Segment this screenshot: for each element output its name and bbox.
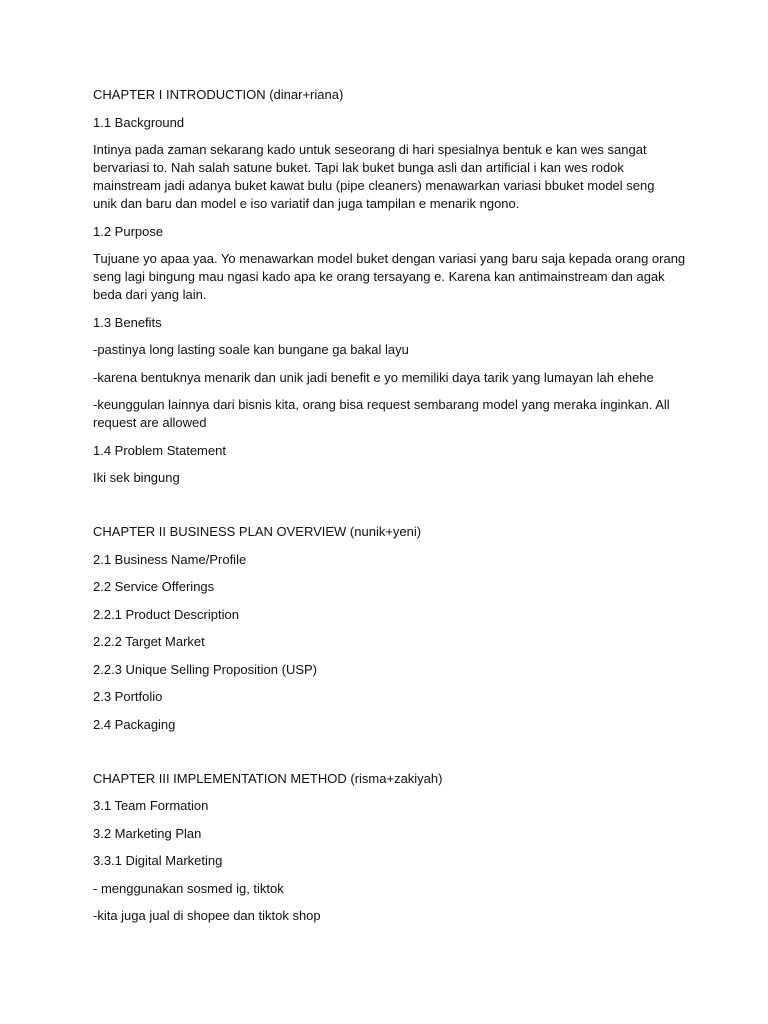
section-heading: 2.3 Portfolio <box>93 689 163 704</box>
paragraph-line: unik dan baru dan model e iso variatif dan juga tampilan e menarik ngono. <box>93 196 520 211</box>
paragraph-line: seng lagi bingung mau ngasi kado apa ke orang tersayang e. Karena kan antimainstream dan agak <box>93 269 665 284</box>
chapter-1-title: CHAPTER I INTRODUCTION (dinar+riana) <box>93 87 344 102</box>
chapter-2-title: CHAPTER II BUSINESS PLAN OVERVIEW (nunik+yeni) <box>93 524 422 539</box>
paragraph-line: beda dari yang lain. <box>93 287 207 302</box>
problem-text: Iki sek bingung <box>93 470 180 485</box>
paragraph-line: Intinya pada zaman sekarang kado untuk seseorang di hari spesialnya bentuk e kan wes sangat <box>93 142 647 157</box>
background-paragraph <box>93 141 683 213</box>
benefit-item: -pastinya long lasting soale kan bungane ga bakal layu <box>93 342 409 357</box>
section-heading: 3.3.1 Digital Marketing <box>93 853 223 868</box>
paragraph-line: mainstream jadi adanya buket kawat bulu (pipe cleaners) menawarkan variasi bbuket model seng <box>93 178 655 193</box>
section-heading: 2.2.2 Target Market <box>93 634 205 649</box>
section-heading: 2.4 Packaging <box>93 716 176 732</box>
benefit-item <box>93 396 683 432</box>
list-item: - menggunakan sosmed ig, tiktok <box>93 880 284 896</box>
section-1-3-heading: 1.3 Benefits <box>93 314 162 330</box>
purpose-paragraph <box>93 250 686 304</box>
paragraph-line: request are allowed <box>93 415 207 430</box>
list-item: -kita juga jual di shopee dan tiktok shop <box>93 908 321 923</box>
paragraph-line: Tujuane yo apaa yaa. Yo menawarkan model buket dengan variasi yang baru saja kepada orang orang <box>93 251 686 266</box>
benefit-item: -karena bentuknya menarik dan unik jadi benefit e yo memiliki daya tarik yang lumayan lah ehehe <box>93 369 654 385</box>
section-heading: 2.2.1 Product Description <box>93 606 239 622</box>
paragraph-line: -keunggulan lainnya dari bisnis kita, orang bisa request sembarang model yang meraka inginkan. All <box>93 397 670 412</box>
section-heading: 2.1 Business Name/Profile <box>93 551 247 567</box>
document-page <box>93 86 686 925</box>
section-1-2-heading: 1.2 Purpose <box>93 223 164 239</box>
section-heading: 3.2 Marketing Plan <box>93 825 202 841</box>
section-heading: 2.2.3 Unique Selling Proposition (USP) <box>93 661 318 677</box>
section-heading: 3.1 Team Formation <box>93 798 209 813</box>
section-1-1-heading: 1.1 Background <box>93 114 185 130</box>
paragraph-line: bervariasi to. Nah salah satune buket. Tapi lak buket bunga asli dan artificial i kan wes rodok <box>93 160 624 175</box>
section-1-4-heading: 1.4 Problem Statement <box>93 442 226 458</box>
section-heading: 2.2 Service Offerings <box>93 579 215 594</box>
chapter-3-title: CHAPTER III IMPLEMENTATION METHOD (risma+zakiyah) <box>93 770 443 786</box>
